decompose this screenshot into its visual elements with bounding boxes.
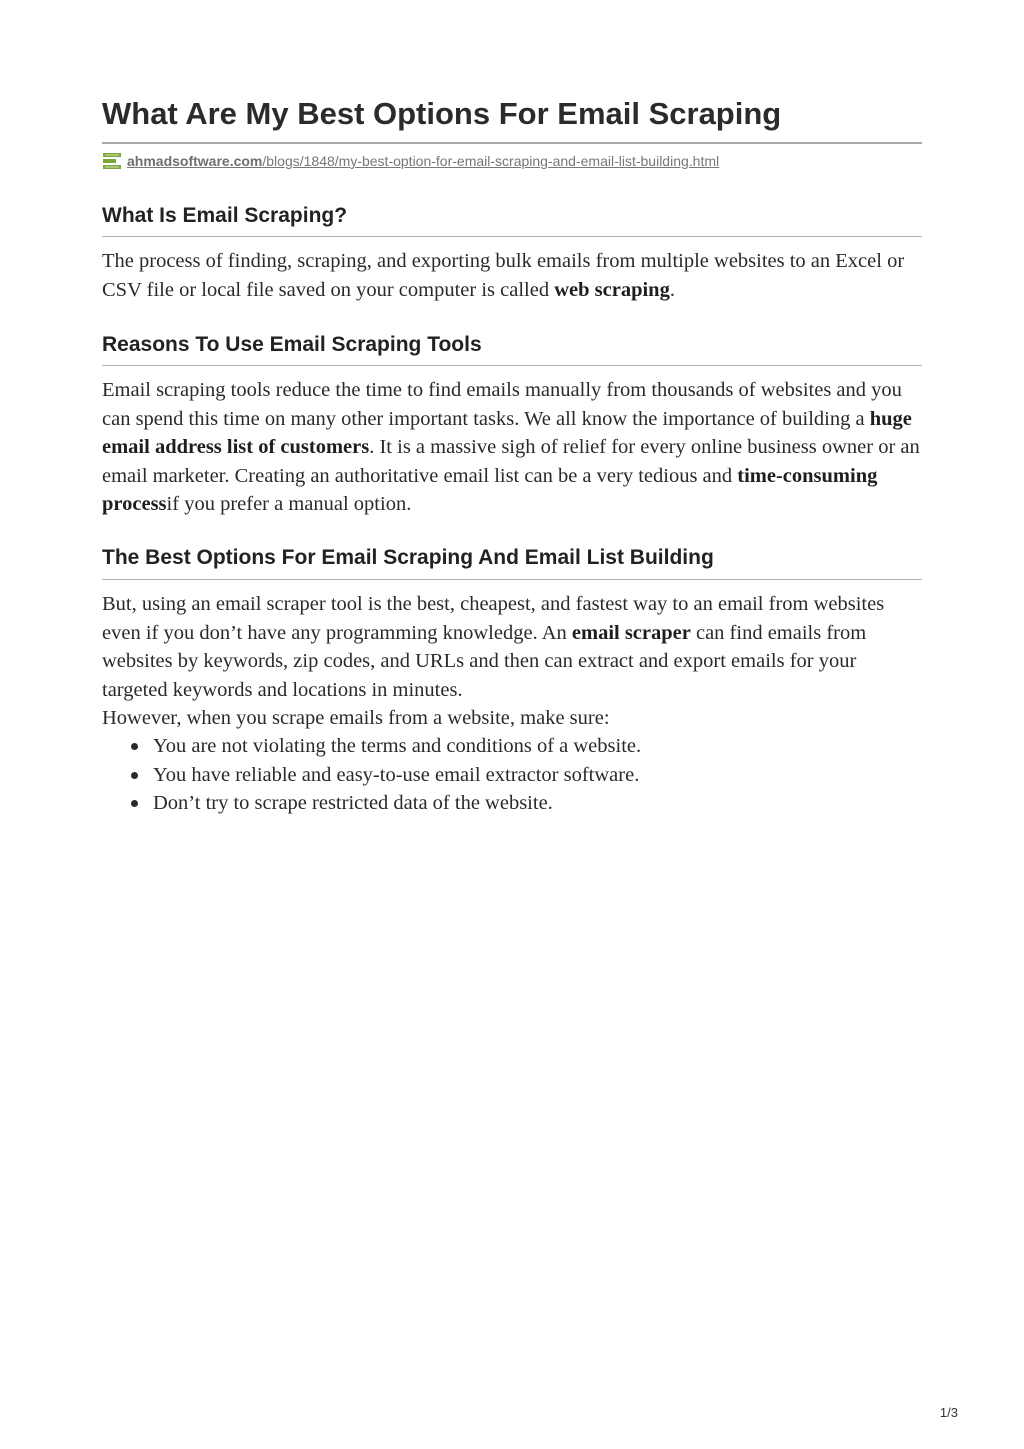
section-heading-reasons-to-use: Reasons To Use Email Scraping Tools	[102, 333, 482, 356]
section-divider	[102, 365, 922, 366]
section-divider	[102, 579, 922, 580]
section-paragraph: Email scraping tools reduce the time to find emails manually from thousands of websites and you can spend this time on many other important tasks. We all know the importance of building a huge email address list of customers. It is a massive sigh of relief for every online business owner or an email marketer. Creating an authoritative email list can be a very tedious and time-consuming processif you prefer a manual option.	[102, 379, 920, 515]
section-paragraph: The process of finding, scraping, and exporting bulk emails from multiple websites to an Excel or CSV file or local file saved on your computer is called web scraping.	[102, 250, 905, 301]
page-number: 1/3	[939, 1405, 958, 1420]
source-url-link[interactable]	[127, 153, 719, 169]
bullet-dot-icon	[131, 800, 138, 807]
site-favicon-icon	[102, 151, 122, 171]
title-divider	[102, 142, 922, 144]
bullet-list	[102, 732, 922, 818]
list-item: You are not violating the terms and conditions of a website.	[102, 732, 922, 761]
section-divider	[102, 236, 922, 237]
source-line	[102, 150, 922, 172]
source-path: /blogs/1848/my-best-option-for-email-scraping-and-email-list-building.html	[262, 153, 720, 169]
section-paragraph-however: However, when you scrape emails from a website, make sure:	[102, 707, 610, 729]
list-item: You have reliable and easy-to-use email extractor software.	[102, 761, 922, 790]
bold-phrase: time-consuming process	[102, 464, 878, 515]
bold-phrase: email scraper	[571, 621, 691, 644]
section-heading-best-options: The Best Options For Email Scraping And Email List Building	[102, 546, 714, 569]
bold-phrase: web scraping	[554, 278, 670, 301]
section-paragraph: But, using an email scraper tool is the best, cheapest, and fastest way to an email from websites even if you don’t have any programming knowledge. An email scraper can find emails from websites by keywords, zip codes, and URLs and then can extract and export emails for your targeted keywords and locations in minutes.	[102, 593, 885, 701]
page-title: What Are My Best Options For Email Scraping	[102, 96, 782, 131]
list-item: Don’t try to scrape restricted data of the website.	[102, 789, 922, 818]
section-heading-what-is-email-scraping: What Is Email Scraping?	[102, 204, 348, 227]
bullet-dot-icon	[131, 772, 138, 779]
bold-phrase: huge email address list of customers	[102, 407, 912, 458]
source-domain: ahmadsoftware.com	[127, 153, 263, 169]
bullet-dot-icon	[131, 743, 138, 750]
